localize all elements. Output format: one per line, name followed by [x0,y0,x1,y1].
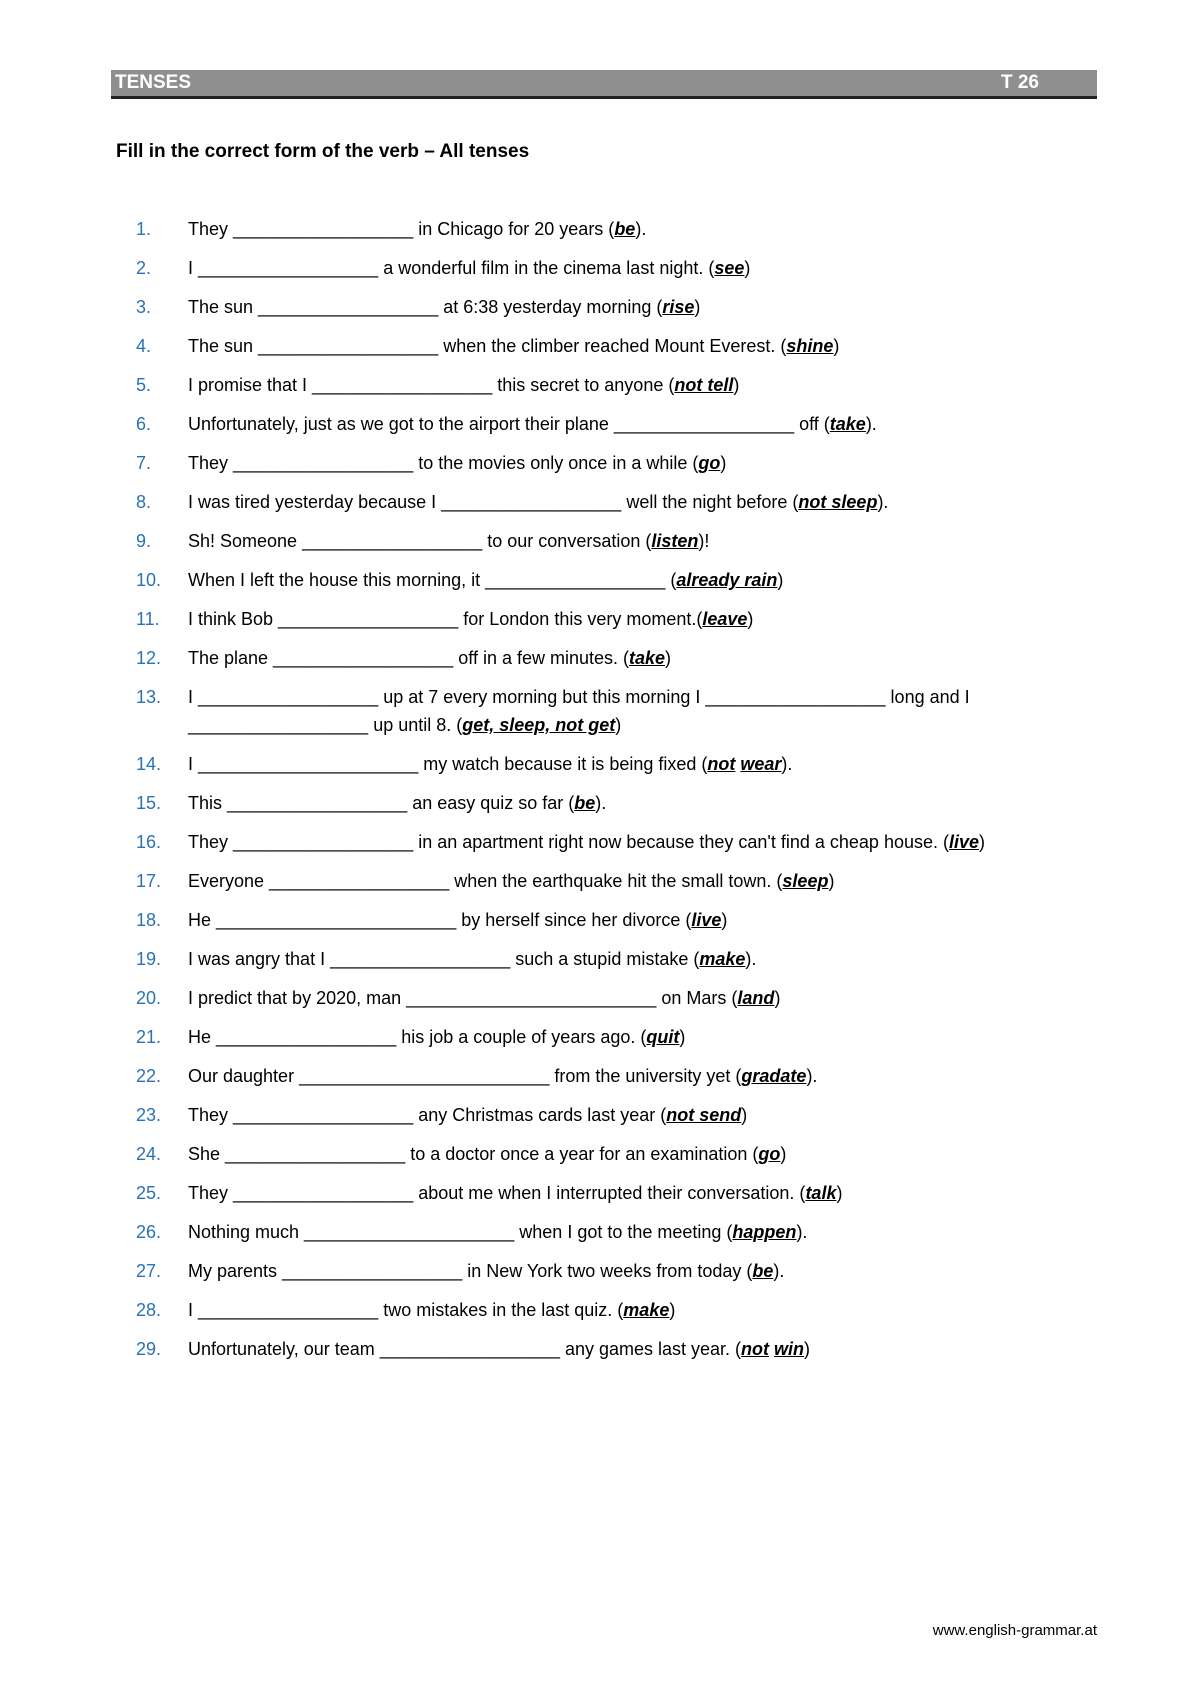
sentence-text: ). [745,949,757,969]
sentence-text: ). [865,414,877,434]
verb-hint: already rain [676,570,778,590]
sentence-text: The plane __________________ off in a few minutes. ( [188,648,629,668]
exercise-item [136,1257,1101,1285]
verb-hint: live [691,910,722,930]
verb-hint: listen [651,531,699,551]
sentence-text: They __________________ to the movies only once in a while ( [188,453,699,473]
verb-hint: be [574,793,596,813]
item-number: 9. [136,531,152,551]
item-number: 16. [136,832,162,852]
exercise-item [136,1296,1101,1324]
item-number: 8. [136,492,152,512]
item-number: 13. [136,687,162,707]
sentence-text: ). [877,492,889,512]
verb-hint: get, sleep, not get [462,715,616,735]
item-number: 7. [136,453,152,473]
sentence-text: I predict that by 2020, man _________________________ on Mars ( [188,988,738,1008]
verb-hint: win [774,1339,805,1359]
exercise-item [136,1218,1101,1246]
verb-hint: take [629,648,666,668]
sentence-text: ) [747,609,754,629]
exercise-item [136,449,1101,477]
verb-hint: not send [666,1105,742,1125]
item-sentence [188,789,1101,817]
item-number: 15. [136,793,162,813]
exercise-item [136,488,1101,516]
item-sentence [188,1101,1101,1129]
verb-hint: shine [786,336,834,356]
sentence-text: My parents __________________ in New York two weeks from today ( [188,1261,753,1281]
sentence-text: He ________________________ by herself since her divorce ( [188,910,692,930]
verb-hint: quit [646,1027,680,1047]
item-number: 29. [136,1339,162,1359]
sentence-text: When I left the house this morning, it __________________ ( [188,570,677,590]
item-sentence [188,1179,1101,1207]
item-number: 17. [136,871,162,891]
sentence-text: ) [833,336,840,356]
sentence-text: I promise that I __________________ this secret to anyone ( [188,375,675,395]
sentence-text: ) [694,297,701,317]
sentence-text: They __________________ in Chicago for 20 years ( [188,219,615,239]
item-number: 14. [136,754,162,774]
item-sentence [188,1257,1101,1285]
verb-hint: go [698,453,721,473]
sentence-text: I __________________ a wonderful film in the cinema last night. ( [188,258,715,278]
verb-hint: land [737,988,775,1008]
item-sentence [188,1218,1101,1246]
sentence-text: Our daughter _________________________ from the university yet ( [188,1066,742,1086]
item-number: 6. [136,414,152,434]
sentence-text: ) [828,871,835,891]
item-sentence [188,254,1101,282]
sentence-text: )! [698,531,710,551]
exercise-item [136,867,1101,895]
verb-hint: not sleep [798,492,878,512]
item-number: 24. [136,1144,162,1164]
item-sentence [188,293,1101,321]
item-sentence [188,215,1101,243]
sentence-text: I was tired yesterday because I __________________ well the night before ( [188,492,799,512]
item-sentence [188,945,1101,973]
sentence-text: I think Bob __________________ for London this very moment.( [188,609,703,629]
sentence-text: ) [720,453,727,473]
verb-hint: live [948,832,980,852]
item-sentence [188,332,1101,360]
sentence-text: He __________________ his job a couple of years ago. ( [188,1027,647,1047]
sentence-text: ) [979,832,986,852]
exercise-item [136,1179,1101,1207]
item-sentence [188,449,1101,477]
verb-hint: make [623,1300,670,1320]
sentence-text: Nothing much _____________________ when I got to the meeting ( [188,1222,733,1242]
verb-hint: gradate [741,1066,807,1086]
verb-hint: talk [805,1183,837,1203]
sentence-text: ). [796,1222,808,1242]
item-sentence [188,867,1101,895]
item-number: 11. [136,609,160,629]
item-number: 22. [136,1066,162,1086]
sentence-text: I __________________ two mistakes in the last quiz. ( [188,1300,624,1320]
sentence-text: They __________________ any Christmas cards last year ( [188,1105,667,1125]
item-sentence [188,566,1101,594]
sentence-text: ). [773,1261,785,1281]
item-number: 12. [136,648,162,668]
exercise-item [136,1335,1101,1363]
exercise-item [136,254,1101,282]
sentence-text: This __________________ an easy quiz so far ( [188,793,575,813]
exercise-item [136,215,1101,243]
header-code: T 26 [1000,72,1039,93]
verb-hint: take [829,414,866,434]
item-sentence [188,984,1101,1012]
exercise-item [136,984,1101,1012]
sentence-text: ) [669,1300,676,1320]
exercise-item [136,1062,1101,1090]
sentence-text: I __________________ up at 7 every morning but this morning I __________________ long and I __________________ up until 8. ( [188,687,975,735]
sentence-text: ). [595,793,607,813]
sentence-text: Unfortunately, just as we got to the airport their plane __________________ off ( [188,414,830,434]
verb-hint: not [741,1339,770,1359]
item-sentence [188,906,1101,934]
verb-hint: go [758,1144,781,1164]
sentence-text: Sh! Someone __________________ to our conversation ( [188,531,652,551]
sentence-text: I ______________________ my watch because it is being fixed ( [188,754,708,774]
sentence-text: ) [744,258,751,278]
item-number: 25. [136,1183,162,1203]
item-sentence [188,750,1101,778]
sentence-text: The sun __________________ when the climber reached Mount Everest. ( [188,336,787,356]
sentence-text: They __________________ in an apartment right now because they can't find a cheap house. ( [188,832,949,852]
exercise-item [136,906,1101,934]
item-sentence [188,371,1101,399]
item-sentence [188,605,1101,633]
exercise-item [136,945,1101,973]
sentence-text: I was angry that I __________________ such a stupid mistake ( [188,949,700,969]
item-number: 28. [136,1300,162,1320]
item-number: 27. [136,1261,162,1281]
verb-hint: make [699,949,746,969]
exercise-item [136,1023,1101,1051]
sentence-text: The sun __________________ at 6:38 yesterday morning ( [188,297,663,317]
sentence-text: ) [780,1144,787,1164]
item-number: 4. [136,336,152,356]
verb-hint: not tell [674,375,734,395]
item-number: 2. [136,258,152,278]
exercise-item [136,605,1101,633]
sentence-text: ). [806,1066,818,1086]
header-title: TENSES [115,72,192,93]
sentence-text: ) [804,1339,811,1359]
item-sentence [188,488,1101,516]
item-number: 18. [136,910,162,930]
exercise-item [136,410,1101,438]
sentence-text: ) [774,988,781,1008]
sentence-text: ) [665,648,672,668]
exercise-item [136,789,1101,817]
verb-hint: not [707,754,736,774]
sentence-text: ). [635,219,647,239]
exercise-item [136,644,1101,672]
verb-hint: be [752,1261,774,1281]
exercise-list [136,215,1101,1363]
footer-url: www.english-grammar.at [932,1622,1097,1639]
exercise-item [136,371,1101,399]
item-sentence [188,527,1101,555]
verb-hint: see [714,258,745,278]
item-sentence [188,1140,1101,1168]
verb-hint: happen [732,1222,797,1242]
sentence-text: ). [781,754,793,774]
item-number: 10. [136,570,162,590]
verb-hint: wear [740,754,782,774]
page-heading: Fill in the correct form of the verb – All tenses [116,141,530,162]
item-sentence [188,828,1101,856]
sentence-text: ) [777,570,784,590]
item-sentence [188,410,1101,438]
exercise-item [136,293,1101,321]
item-sentence [188,1335,1101,1363]
exercise-item [136,332,1101,360]
sentence-text: ) [679,1027,686,1047]
sentence-text: ) [836,1183,843,1203]
sentence-text: Unfortunately, our team __________________ any games last year. ( [188,1339,742,1359]
sentence-text: Everyone __________________ when the earthquake hit the small town. ( [188,871,783,891]
item-sentence [188,644,1101,672]
item-number: 20. [136,988,162,1008]
item-number: 3. [136,297,152,317]
sentence-text: They __________________ about me when I interrupted their conversation. ( [188,1183,806,1203]
item-sentence [188,683,1101,739]
sentence-text: ) [741,1105,748,1125]
item-number: 1. [136,219,152,239]
verb-hint: sleep [782,871,829,891]
exercise-item [136,1140,1101,1168]
verb-hint: be [614,219,636,239]
verb-hint: rise [662,297,695,317]
item-number: 21. [136,1027,162,1047]
exercise-item [136,566,1101,594]
exercise-item [136,828,1101,856]
sentence-text: ) [615,715,622,735]
header-bar [111,70,1097,99]
sentence-text: ) [721,910,728,930]
item-number: 26. [136,1222,162,1242]
exercise-item [136,750,1101,778]
item-number: 23. [136,1105,162,1125]
item-sentence [188,1023,1101,1051]
sentence-text: She __________________ to a doctor once a year for an examination ( [188,1144,759,1164]
exercise-item [136,527,1101,555]
item-sentence [188,1296,1101,1324]
item-number: 5. [136,375,152,395]
sentence-text: ) [733,375,740,395]
item-sentence [188,1062,1101,1090]
item-number: 19. [136,949,162,969]
verb-hint: leave [702,609,748,629]
exercise-item [136,683,1101,739]
exercise-item [136,1101,1101,1129]
